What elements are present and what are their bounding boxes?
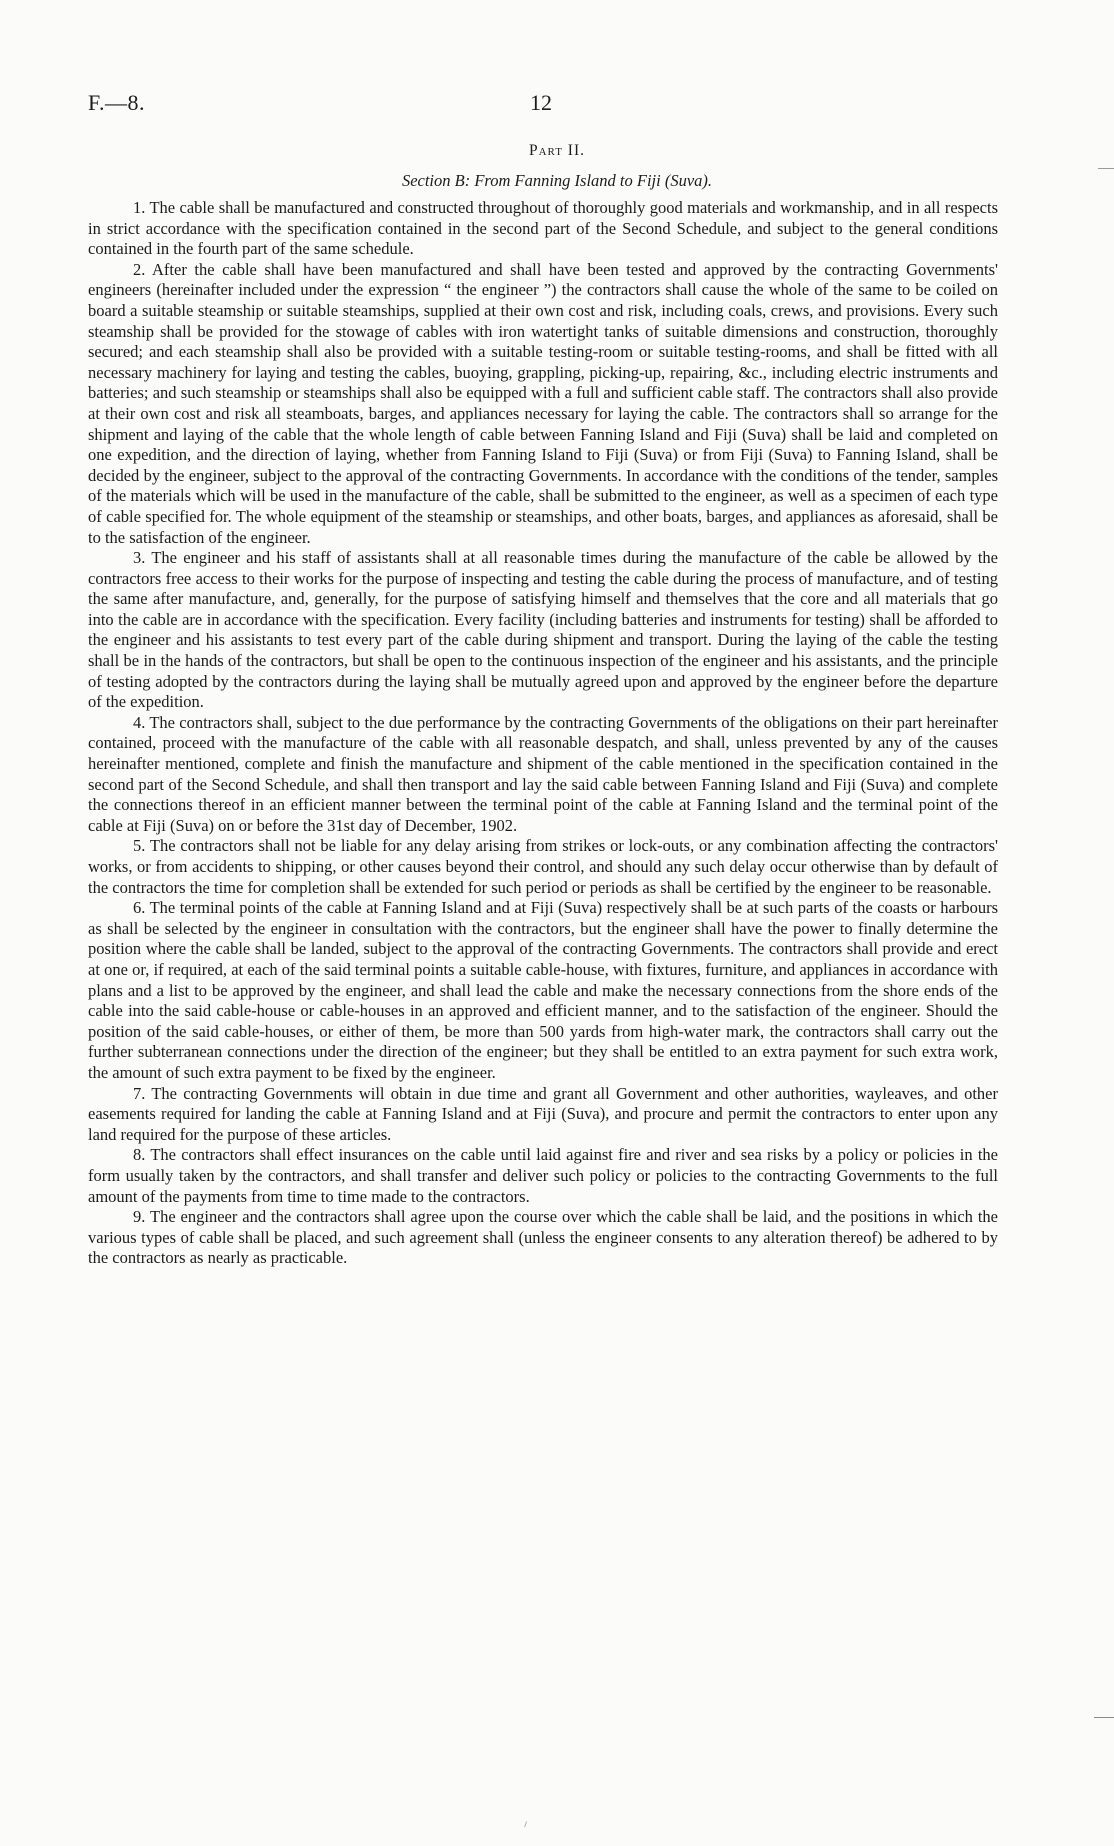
section-heading: Section B: From Fanning Island to Fiji (Suva).	[401, 171, 713, 190]
paragraph-1: 1. The cable shall be manufactured and constructed throughout of thoroughly good materials and workmanship, and in all respects in strict accordance with the specification contained in the second part of the Second Schedule, and subject to the general conditions contained in the fourth part of the same schedule.	[88, 198, 998, 259]
article-body	[88, 198, 998, 1269]
scan-margin-mark	[1098, 168, 1114, 169]
paragraph-3: 3. The engineer and his staff of assistants shall at all reasonable times during the manufacture of the cable be allowed by the contractors free access to their works for the purpose of inspecting and testing the cable during the process of manufacture, and of testing the same after manufacture, and, generally, for the purpose of satisfying himself and themselves that the core and all materials that go into the cable are in accordance with the specification. Every facility (including batteries and instruments for testing) shall be afforded to the engineer and his assistants to test every part of the cable during shipment and transport. During the laying of the cable the testing shall be in the hands of the contractors, but shall be open to the continuous inspection of the engineer and his assistants, and the principle of testing adopted by the contractors during the laying shall be mutually agreed upon and approved by the engineer before the departure of the expedition.	[88, 548, 998, 712]
scan-margin-mark-lower	[1094, 1717, 1114, 1718]
paragraph-2: 2. After the cable shall have been manufactured and shall have been tested and approved by the contracting Governments' engineers (hereinafter included under the expression “ the engineer ”) the contractors shall cause the whole of the same to be coiled on board a suitable steamship or suitable steamships, supplied at their own cost and risk, including coals, crews, and provisions. Every such steamship shall be provided for the stowage of cables with iron watertight tanks of suitable dimensions and construction, thoroughly secured; and each steamship shall also be provided with a suitable testing-room or suitable testing-rooms, and shall be fitted with all necessary machinery for laying and testing the cables, buoying, grappling, picking-up, repairing, &c., including electric instruments and batteries; and such steamship or steamships shall also be equipped with a full and sufficient cable staff. The contractors shall also provide at their own cost and risk all steamboats, barges, and appliances necessary for laying the cable. The contractors shall so arrange for the shipment and laying of the cable that the whole length of cable between Fanning Island and Fiji (Suva) shall be laid and completed on one expedition, and the direction of laying, whether from Fanning Island to Fiji (Suva) or from Fiji (Suva) to Fanning Island, shall be decided by the engineer, subject to the approval of the contracting Governments. In accordance with the conditions of the tender, samples of the materials which will be used in the manufacture of the cable, shall be submitted to the engineer, as well as a specimen of each type of cable specified for. The whole equipment of the steamship or steamships, and other boats, barges, and appliances as aforesaid, shall be to the satisfaction of the engineer.	[88, 259, 998, 547]
page-number: 12	[530, 90, 552, 115]
paragraph-9: 9. The engineer and the contractors shall agree upon the course over which the cable shall be laid, and the positions in which the various types of cable shall be placed, and such agreement shall (unless the engineer consents to any alteration thereof) be adhered to by the contractors as nearly as practicable.	[88, 1207, 998, 1268]
paragraph-4: 4. The contractors shall, subject to the due performance by the contracting Governments of the obligations on their part hereinafter contained, proceed with the manufacture of the cable with all reasonable despatch, and shall, unless prevented by any of the causes hereinafter mentioned, complete and finish the manufacture and shipment of the cable mentioned in the specification contained in the second part of the Second Schedule, and shall then transport and lay the said cable between Fanning Island and Fiji (Suva) and complete the connections thereof in an efficient manner between the terminal point of the cable at Fanning Island and the terminal point of the cable at Fiji (Suva) on or before the 31st day of December, 1902.	[88, 712, 998, 835]
paragraph-8: 8. The contractors shall effect insurances on the cable until laid against fire and river and sea risks by a policy or policies in the form usually taken by the contractors, and shall transfer and deliver such policy or policies to the contracting Governments to the full amount of the payments from time to time made to the contractors.	[88, 1145, 998, 1206]
paragraph-7: 7. The contracting Governments will obtain in due time and grant all Government and other authorities, wayleaves, and other easements required for landing the cable at Fanning Island and at Fiji (Suva), and procure and permit the contractors to enter upon any land required for the purpose of these articles.	[88, 1083, 998, 1144]
part-heading: Part II.	[528, 142, 586, 159]
scan-speck	[524, 1821, 531, 1828]
document-reference: F.—8.	[88, 90, 145, 115]
paragraph-6: 6. The terminal points of the cable at Fanning Island and at Fiji (Suva) respectively shall be at such parts of the coasts or harbours as shall be selected by the engineer in consultation with the contractors, but the engineer shall have the power to finally determine the position where the cable shall be landed, subject to the approval of the contracting Governments. The contractors shall provide and erect at one or, if required, at each of the said terminal points a suitable cable-house, with fixtures, furniture, and appliances in accordance with plans and a list to be approved by the engineer, and shall lead the cable and make the necessary connections from the shore ends of the cable into the said cable-house or cable-houses in an approved and efficient manner, and to the satisfaction of the engineer. Should the position of the said cable-houses, or either of them, be more than 500 yards from high-water mark, the contractors shall carry out the further subterranean connections under the direction of the engineer; but they shall be entitled to an extra payment for such extra work, the amount of such extra payment to be fixed by the engineer.	[88, 898, 998, 1082]
paragraph-5: 5. The contractors shall not be liable for any delay arising from strikes or lock-outs, or any combination affecting the contractors' works, or from accidents to shipping, or other causes beyond their control, and should any such delay occur otherwise than by default of the contractors the time for completion shall be extended for such period or periods as shall be certified by the engineer to be reasonable.	[88, 836, 998, 897]
